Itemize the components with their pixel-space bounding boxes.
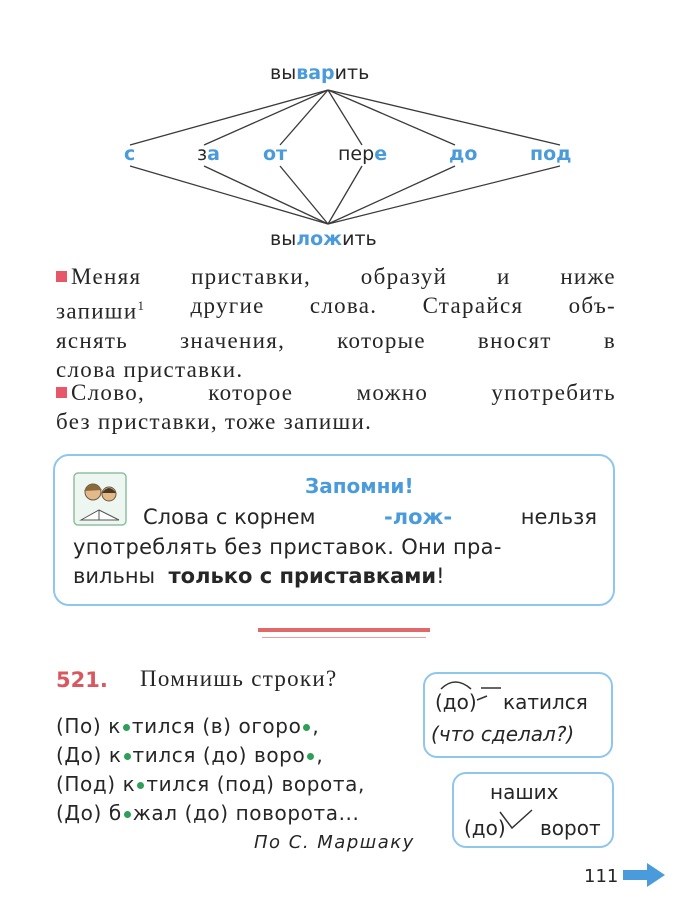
section-divider-thin (262, 637, 426, 638)
rule-line-1: Слова с корнем -лож- нельзя (143, 505, 597, 529)
scheme2-top-word: наших (490, 780, 559, 804)
scheme2-word: ворот (540, 816, 601, 840)
poem (56, 712, 365, 828)
exercise-number: 521. (56, 668, 108, 692)
poem-line: (Под) к тился (под) ворота, (56, 772, 365, 796)
poem-line: (До) б жал (до) поворота... (56, 801, 360, 825)
next-page-arrow-icon[interactable] (621, 860, 667, 890)
prefix-s: с (124, 143, 136, 165)
scheme1-prefix: (до) (435, 690, 477, 714)
word-diagram (0, 0, 700, 260)
scheme1-word: катился (503, 690, 588, 714)
poem-line: (До) к тился (до) воро , (56, 743, 324, 767)
scheme2-prefix: (до) (464, 816, 506, 840)
prefix-pod: под (530, 143, 572, 165)
remember-box (53, 454, 615, 606)
poem-author: По С. Маршаку (254, 832, 415, 853)
prefix-arc-icon (437, 677, 477, 691)
prefix-do: до (449, 143, 478, 165)
poem-line: (По) к тился (в) огоро , (56, 714, 320, 738)
scheme1-question: (что сделал?) (431, 722, 575, 746)
page-number: 111 (584, 866, 619, 887)
task-paragraph-2: Слово, которое можно употребить без приставки, тоже запиши. (56, 380, 616, 434)
section-divider (258, 628, 430, 632)
word-scheme-vorot (452, 772, 614, 848)
rule-line-3: вильны только с приставками! (73, 564, 445, 588)
bottom-word: выложить (270, 228, 377, 250)
exercise-question: Помнишь строки? (140, 666, 338, 691)
word-scheme-katilsya (423, 672, 613, 758)
prefix-ot: от (263, 143, 288, 165)
task-marker: Меняя (56, 262, 141, 291)
top-word: выварить (270, 62, 370, 84)
root-mark-icon (475, 682, 505, 702)
task-marker-2: Слово, (56, 378, 145, 407)
remember-title: Запомни! (305, 474, 414, 498)
diagram-lines (0, 0, 700, 260)
rule-line-2: употреблять без приставок. Они пра- (73, 535, 502, 559)
children-reading-icon (73, 472, 127, 526)
prefix-pere: пере (338, 143, 388, 165)
prefix-za: за (197, 143, 220, 165)
task-paragraph-1: Меняя приставки, образуй и ниже запиши$^1$ другие слова. Старайся объ- яснять значения, которые вносят в слова приставки. (56, 264, 616, 382)
